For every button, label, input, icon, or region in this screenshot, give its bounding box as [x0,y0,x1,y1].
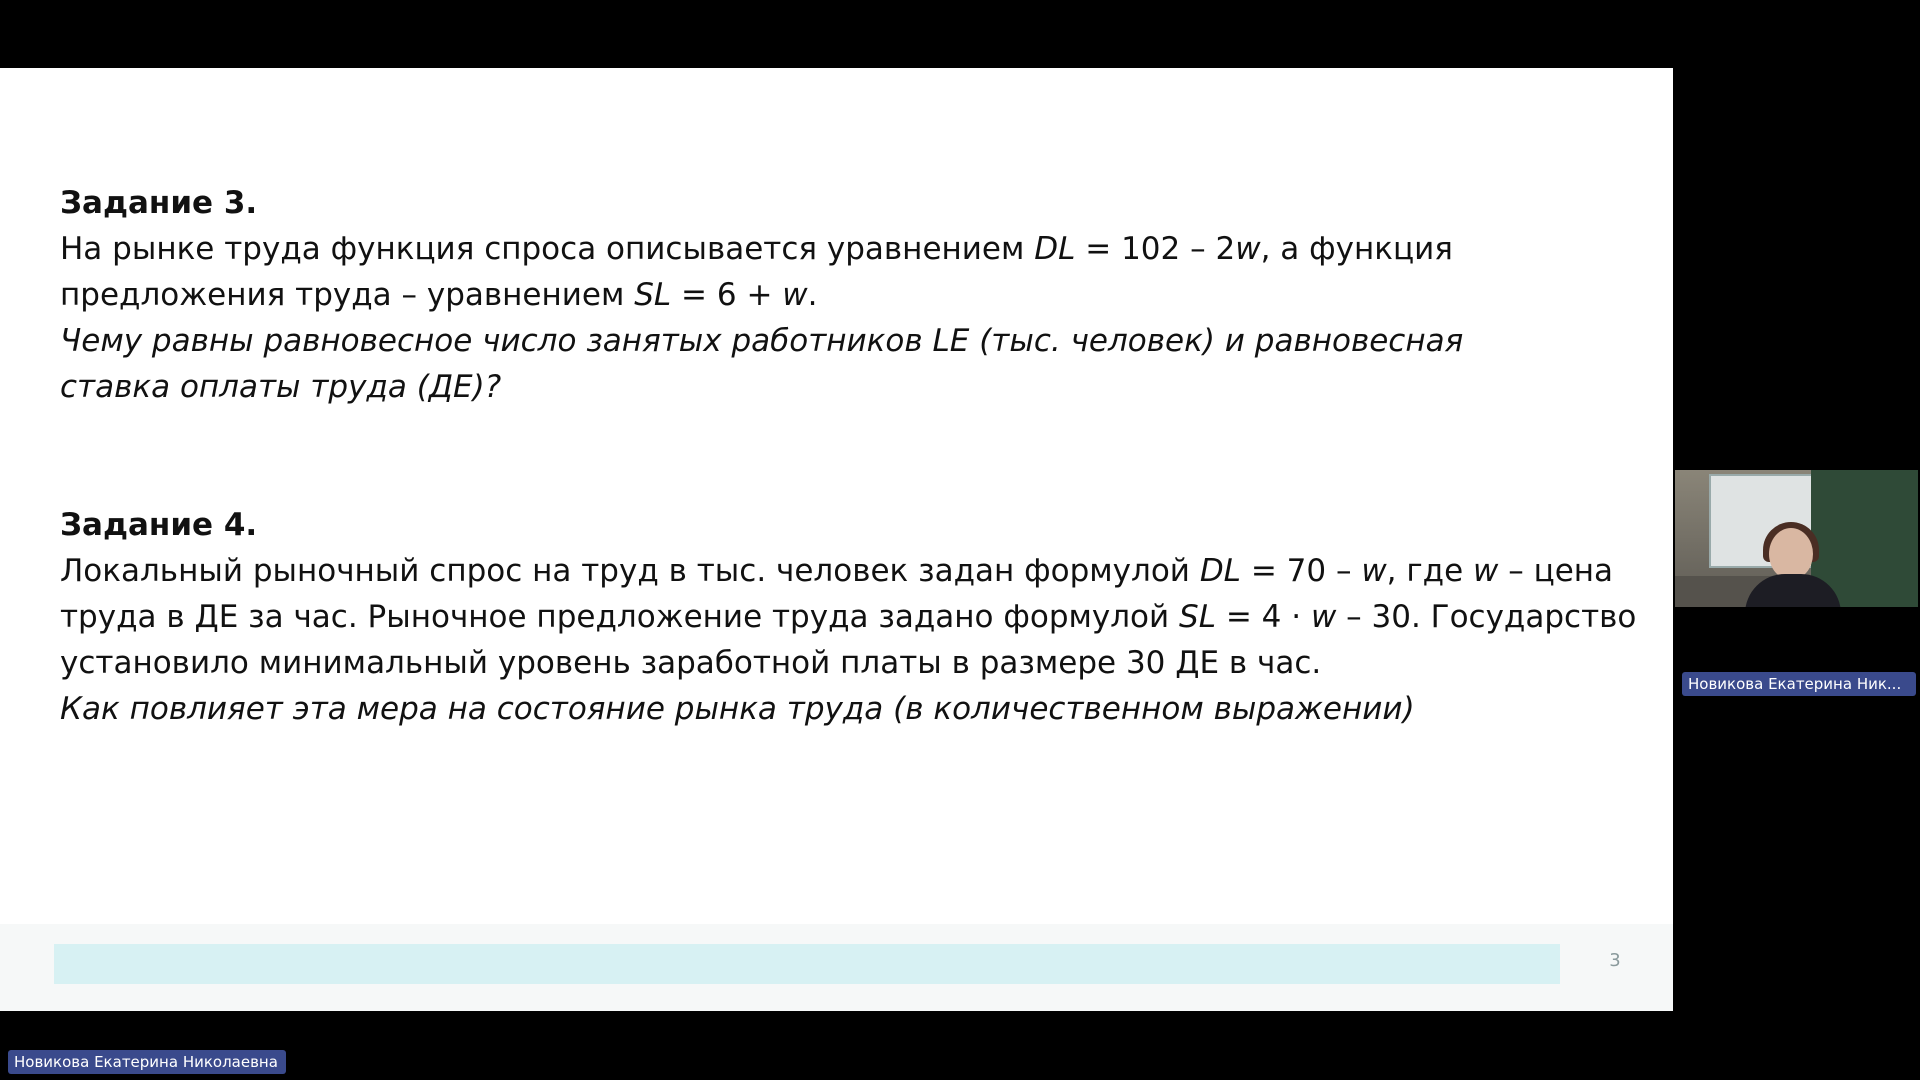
task-4-block [60,502,1640,732]
participant-video-tile[interactable] [1675,470,1918,607]
task-3-title: Задание 3. [60,185,258,221]
task-3-line-2: предложения труда – уравнением SL = 6 + w. [60,277,818,313]
page-number: 3 [1609,950,1621,971]
task-4-line-1: Локальный рыночный спрос на труд в тыс. человек задан формулой DL = 70 – w, где w – цена [60,553,1614,589]
task-3-question-line-2: ставка оплаты труда (ДЕ)? [60,369,502,405]
task-4-title: Задание 4. [60,507,258,543]
task-3-question-line-1: Чему равны равновесное число занятых работников LE (тыс. человек) и равновесная [60,323,1464,359]
task-3-block [60,180,1640,410]
video-person-face [1769,528,1813,580]
slide-content [60,180,1640,732]
task-4-line-2: труда в ДЕ за час. Рыночное предложение труда задано формулой SL = 4 · w – 30. Государство [60,599,1637,635]
footer-bar [54,944,1560,984]
participant-name-badge: Новикова Екатерина Ник... [1682,672,1916,696]
slide-footer [0,924,1673,1011]
task-4-question: Как повлияет эта мера на состояние рынка труда (в количественном выражении) [60,691,1415,727]
presenter-name-badge: Новикова Екатерина Николаевна [8,1050,286,1074]
presentation-slide [0,68,1673,1011]
task-3-line-1: На рынке труда функция спроса описывается уравнением DL = 102 – 2w, а функция [60,231,1453,267]
task-4-line-3: установило минимальный уровень заработной платы в размере 30 ДЕ в час. [60,645,1322,681]
